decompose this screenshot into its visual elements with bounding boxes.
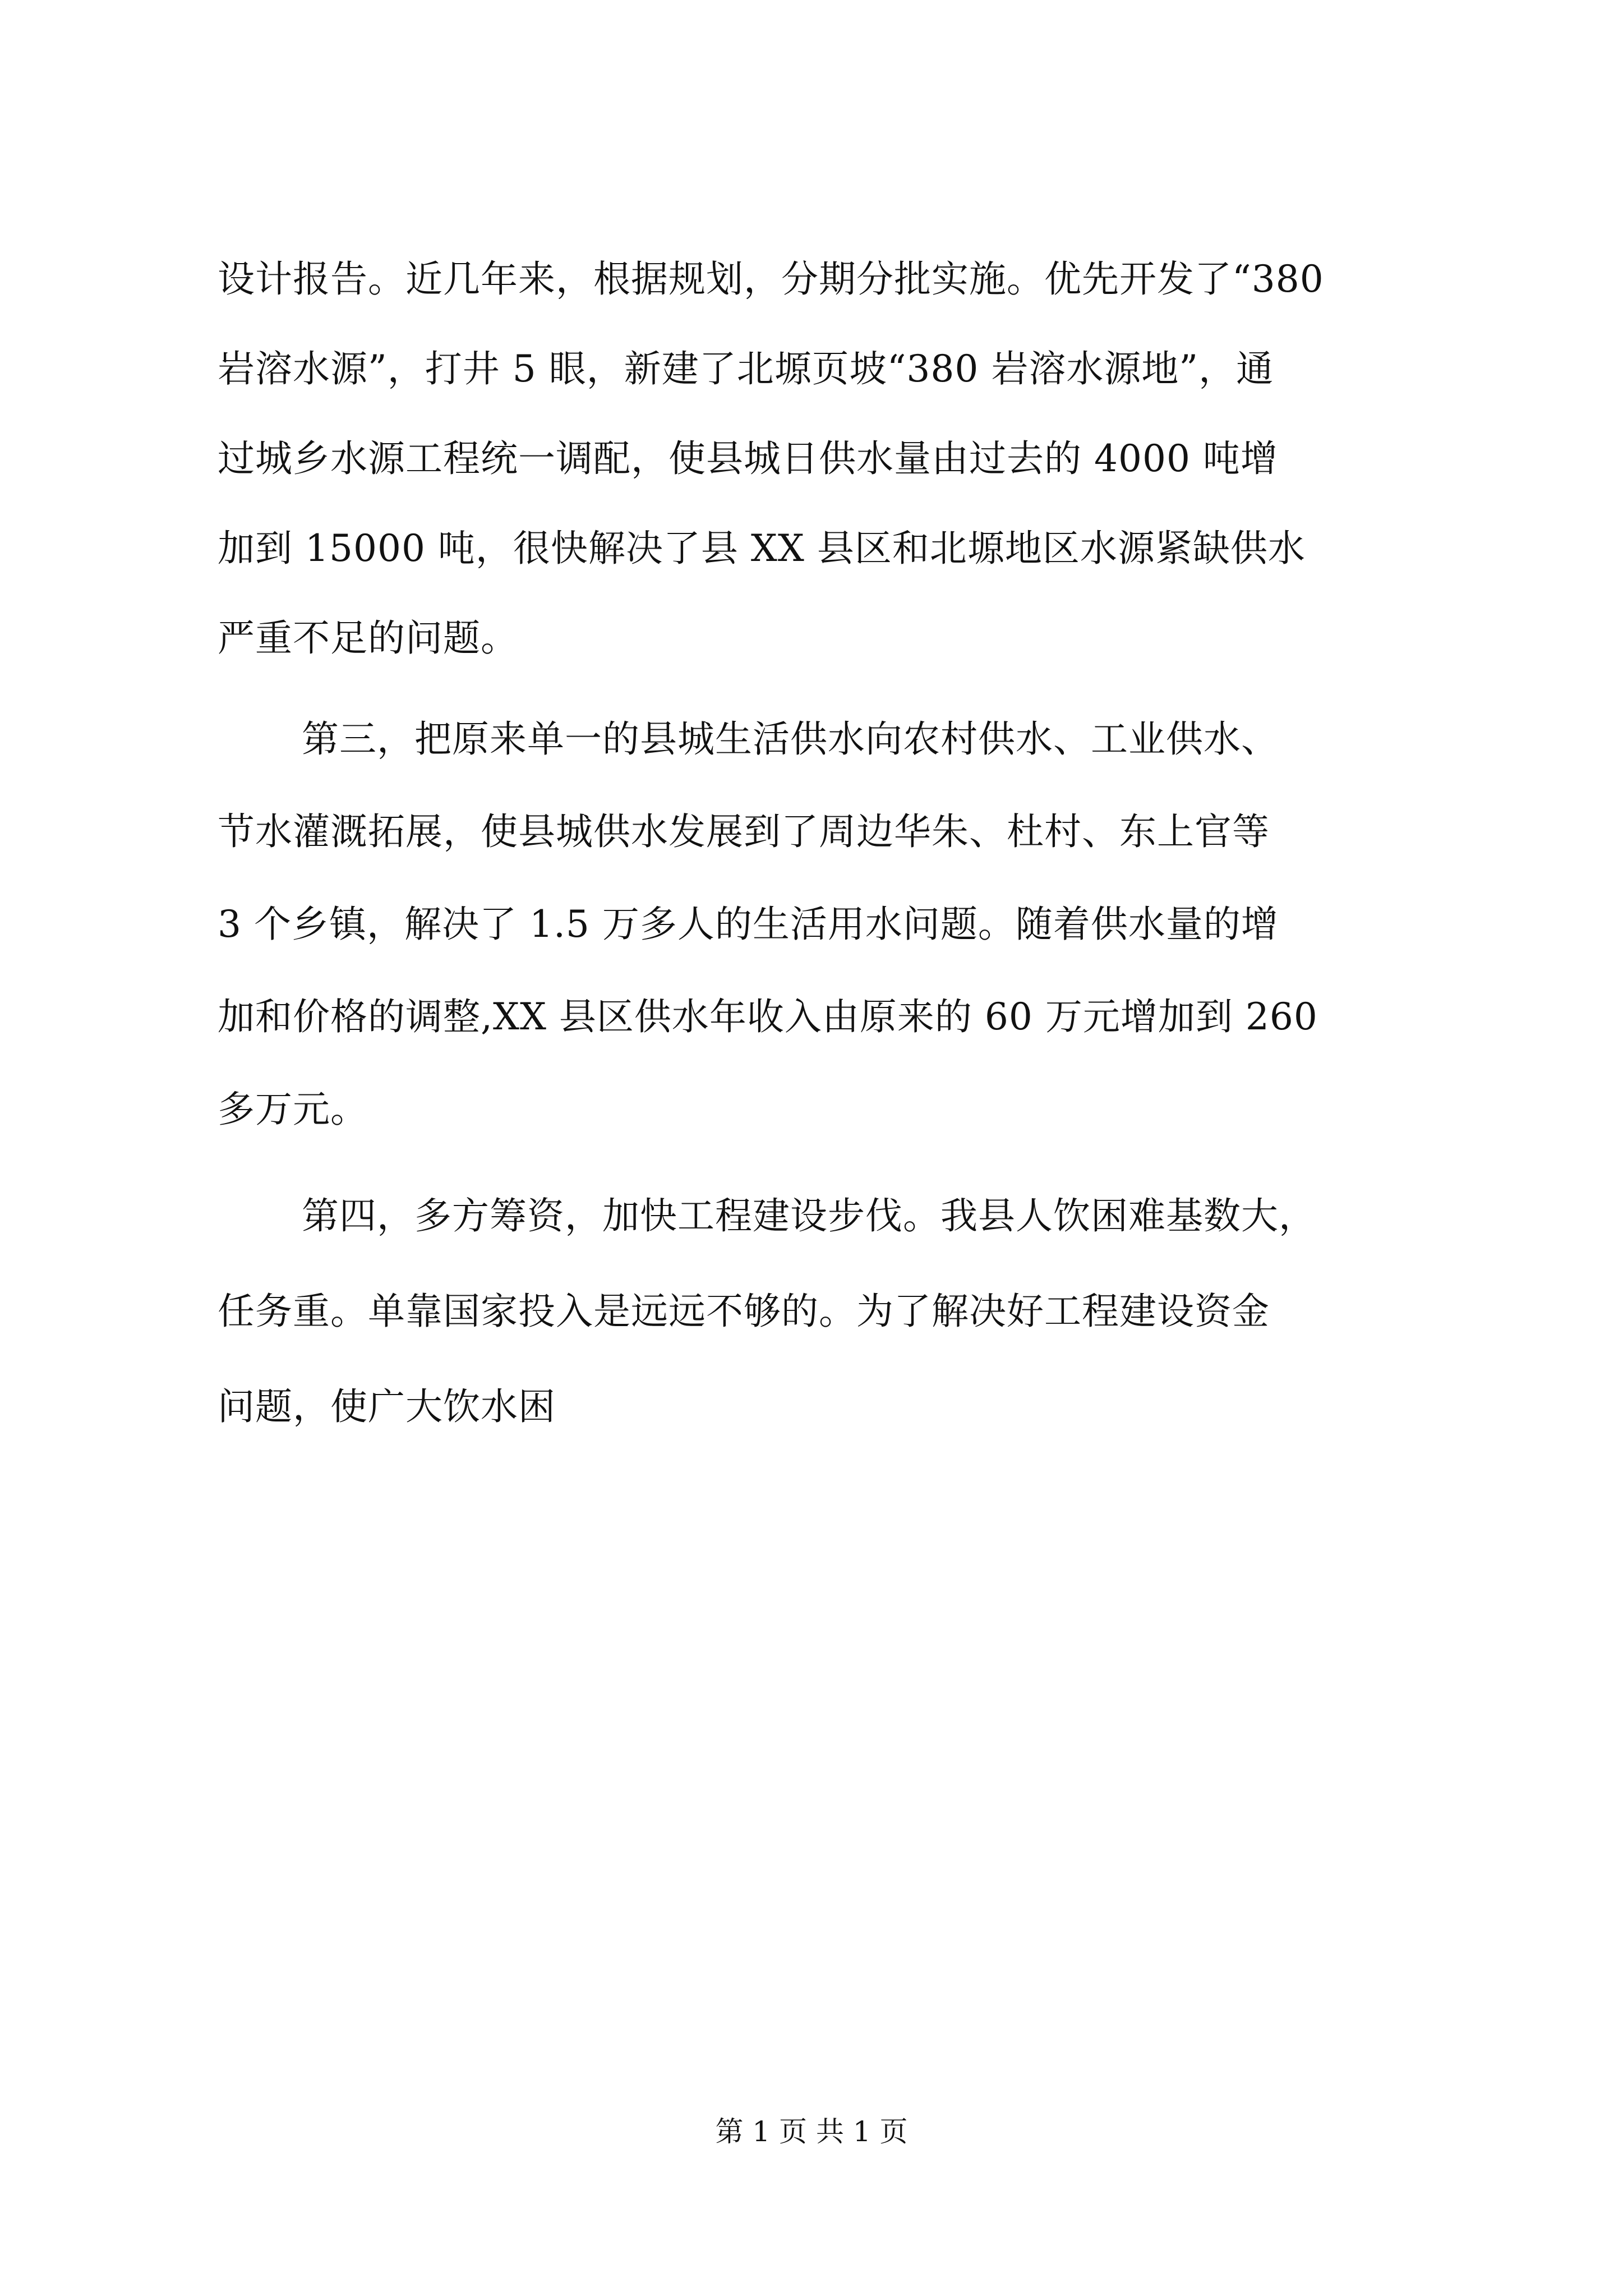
text-line: 加到 15000 吨，很快解决了县 XX 县区和北塬地区水源紧缺供水	[218, 527, 1306, 570]
text-line: 岩溶水源”，打井 5 眼，新建了北塬页坡“380 岩溶水源地”，通	[218, 347, 1274, 390]
text-line: 严重不足的问题。	[218, 616, 518, 660]
text-line: 3 个乡镇，解决了 1.5 万多人的生活用水问题。随着供水量的增	[218, 903, 1279, 946]
page-footer: 第 1 页 共 1 页	[715, 2115, 908, 2148]
text-line: 问题，使广大饮水困	[218, 1385, 556, 1428]
text-line: 设计报告。近几年来，根据规划，分期分批实施。优先开发了“380	[218, 257, 1324, 301]
paragraph-start-line: 第四，多方筹资，加快工程建设步伐。我县人饮困难基数大，	[302, 1194, 1316, 1237]
paragraph-start-line: 第三，把原来单一的县城生活供水向农村供水、工业供水、	[302, 717, 1279, 761]
text-line: 任务重。单靠国家投入是远远不够的。为了解决好工程建设资金	[218, 1290, 1270, 1333]
text-line: 多万元。	[218, 1088, 368, 1131]
text-line: 加和价格的调整,XX 县区供水年收入由原来的 60 万元增加到 260	[218, 995, 1318, 1038]
text-line: 过城乡水源工程统一调配，使县城日供水量由过去的 4000 吨增	[218, 437, 1278, 480]
text-line: 节水灌溉拓展，使县城供水发展到了周边华朱、杜村、东上官等	[218, 810, 1270, 853]
